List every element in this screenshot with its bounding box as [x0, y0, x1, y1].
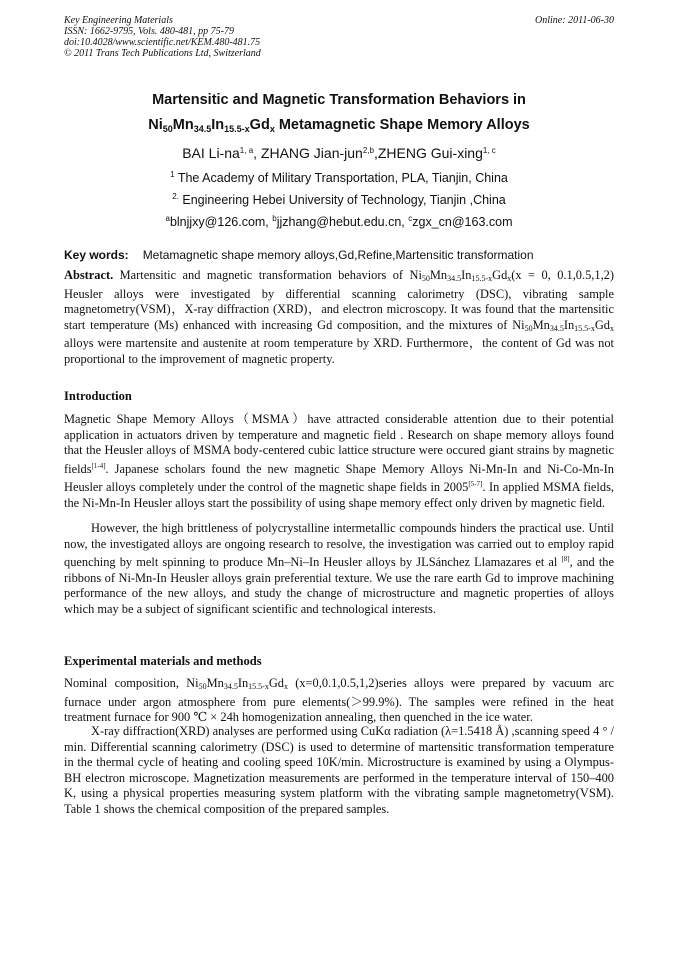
title-ni-sub: 50 [162, 124, 173, 134]
abstract-label: Abstract. [64, 268, 114, 282]
email-b-mark: b [272, 214, 277, 223]
affiliation-1 [64, 170, 614, 185]
paper-title [64, 88, 614, 142]
keywords [64, 248, 614, 262]
affiliation-2 [64, 192, 614, 207]
intro-paragraph-1 [64, 412, 614, 512]
title-mn: Mn [172, 117, 194, 133]
title-gd: Gd [249, 117, 270, 133]
title-in-sub: 15.5-x [224, 124, 250, 134]
email-b[interactable]: jjzhang@hebut.edu.cn, [276, 215, 409, 229]
running-header [64, 15, 614, 59]
formula-ni: Ni [409, 268, 422, 282]
title-ni: Ni [148, 117, 163, 133]
title-line-2-rest: Metamagnetic Shape Memory Alloys [274, 117, 530, 133]
author-2: , ZHANG Jian-jun [253, 145, 363, 161]
affiliation-1-num: 1 [170, 170, 175, 179]
author-1: BAI Li-na [182, 145, 240, 161]
email-a[interactable]: blnjjxy@126.com, [169, 215, 273, 229]
citation-3[interactable]: [8] [561, 555, 570, 564]
email-c[interactable]: zgx_cn@163.com [412, 215, 513, 229]
formula-gd: Gd [594, 317, 610, 332]
intro-text-1b: . Japanese scholars found the new magnetic Shape Memory Alloys Ni-Mn-In and Ni-Co-Mn-In Heusler alloys completely under the control of the magnetic shape fields in 2005 [64, 461, 614, 495]
keywords-label: Key words: [64, 248, 129, 262]
citation-1[interactable]: [1-4] [91, 461, 106, 470]
methods-paragraph-1 [64, 676, 614, 726]
doi-line: doi:10.4028/www.scientific.net/KEM.480-481.75 [64, 37, 261, 48]
formula-gd-sub: x [507, 274, 512, 283]
author-2-sup: 2,b [362, 146, 374, 155]
formula-in: In [461, 268, 472, 282]
intro-text-1a: Magnetic Shape Memory Alloys（MSMA）have attracted considerable attention due to their potential application in actuators driven by temperature and magnetic field . Research on shape memory alloys found that the Heusler alloys of MSMA body-centered cubic lattice structure were occured giant strains by magnetic fields [64, 412, 614, 476]
formula-mn-sub: 34.5 [447, 274, 462, 283]
formula-mn: Mn [429, 268, 448, 282]
issn-line: ISSN: 1662-9795, Vols. 480-481, pp 75-79 [64, 26, 234, 37]
intro-paragraph-2 [64, 521, 614, 618]
formula-in-sub: 15.5-x [471, 274, 493, 283]
email-c-mark: c [408, 214, 413, 223]
title-in: In [211, 117, 225, 133]
formula-mn-sub: 34.5 [223, 682, 238, 691]
formula-gd: Gd [268, 676, 284, 690]
methods-heading: Experimental materials and methods [64, 654, 262, 668]
formula-ni-sub: 50 [198, 682, 207, 691]
formula-gd-sub: x [283, 682, 288, 691]
email-line [64, 214, 614, 229]
title-line-1: Martensitic and Magnetic Transformation Behaviors in [152, 92, 526, 108]
methods-text-1a: Nominal composition, [64, 676, 187, 690]
formula-ni-sub: 50 [421, 274, 430, 283]
formula-mn: Mn [206, 676, 224, 690]
intro-text-1c: . In applied MSMA fields, the Ni-Mn-In Heusler alloys start the possibility of using shape memory effect only driven by magnetic field. [64, 480, 614, 510]
introduction-heading: Introduction [64, 389, 132, 403]
abstract-text-3: alloys were martensite and austenite at room temperature by XRD. Furthermore，the content of Gd was not proportional to the improvement of magnetic property. [64, 336, 614, 366]
methods-text-1b: (x=0,0.1,0.5,1,2)series alloys were prepared by vacuum arc furnace under argon atmosphere from pure elements(＞99.9%). The samples were refined in the heat treatment furnace for 900 ℃ × 24h homogenization annealing, then quenched in the ice water. [64, 676, 614, 725]
citation-2[interactable]: [5-7] [468, 480, 483, 489]
keywords-text: Metamagnetic shape memory alloys,Gd,Refine,Martensitic transformation [142, 248, 534, 262]
copyright-line: © 2011 Trans Tech Publications Ltd, Switzerland [64, 48, 261, 59]
author-3-sup: 1, c [482, 146, 496, 155]
formula-in-sub: 15.5-x [248, 682, 269, 691]
formula-gd-sub: x [610, 323, 614, 333]
formula-ni-sub: 50 [524, 323, 533, 333]
formula-mn-sub: 34.5 [549, 323, 564, 333]
affiliation-1-text: The Academy of Military Transportation, PLA, Tianjin, China [174, 171, 508, 185]
abstract [64, 268, 614, 368]
abstract-text-2: (x = 0, 0.1,0.5,1,2) Heusler alloys were investigated by differential scanning calorimetry (DSC), vibrating sample magnetometry(VSM)，X-ray diffraction (XRD)，and electron microscopy. It was found that the martensitic start temperature (Ms) enhanced with increasing Gd composition, and the mixtures of [64, 268, 614, 332]
formula-ni: Ni [186, 676, 199, 690]
affiliation-2-num: 2. [172, 192, 179, 201]
formula-gd: Gd [492, 268, 508, 282]
intro-text-2a: However, the high brittleness of polycrystalline intermetallic compounds hinders the practical use. Until now, the investigated alloys are ongoing research to resolve, the investigation was carried out to employ rapid quenching by melt spinning to produce Mn–Ni–In Heusler alloys by JLSánchez Llamazares et al [64, 521, 614, 570]
formula-in: In [237, 676, 249, 690]
methods-paragraph-2: X-ray diffraction(XRD) analyses are performed using CuKα radiation (λ=1.5418 Å) ,scanning speed 4 ° / min. Differential scanning calorimetry (DSC) is used to determine of martensitic transformation temperature in the thermal cycle of heating and cooling speed 10K/min. Microstructure is examined by using a Olympus-BH electron microscope. Magnetization measurements are performed in the temperature interval of 150–400 K, using a physical properties measuring system platform with the vibrating sample magnetometry(VSM). Table 1 shows the chemical composition of the prepared samples. [64, 724, 614, 816]
title-line-2 [64, 113, 614, 142]
formula-in: In [563, 317, 575, 332]
author-list [64, 145, 614, 161]
formula-in-sub: 15.5-x [574, 323, 595, 333]
title-gd-sub: x [269, 124, 275, 134]
title-mn-sub: 34.5 [193, 124, 212, 134]
formula-ni: Ni [512, 317, 525, 332]
affiliation-2-text: Engineering Hebei University of Technology, Tianjin ,China [178, 193, 506, 207]
formula-mn: Mn [532, 317, 550, 332]
abstract-text-1: Martensitic and magnetic transformation behaviors of [113, 268, 410, 282]
journal-name: Key Engineering Materials [64, 15, 173, 26]
intro-text-2b: , and the ribbons of Ni-Mn-In Heusler alloys grain preferential texture. We use the rare earth Gd to improve machining performance of the new alloys, and study the change of microstructure and magnetic properties of alloys which may be a subject of significant scientific and technological interests. [64, 555, 614, 616]
author-3: ,ZHENG Gui-xing [373, 145, 483, 161]
author-1-sup: 1, a [239, 146, 254, 155]
email-a-mark: a [165, 214, 170, 223]
online-date: Online: 2011-06-30 [535, 15, 614, 26]
